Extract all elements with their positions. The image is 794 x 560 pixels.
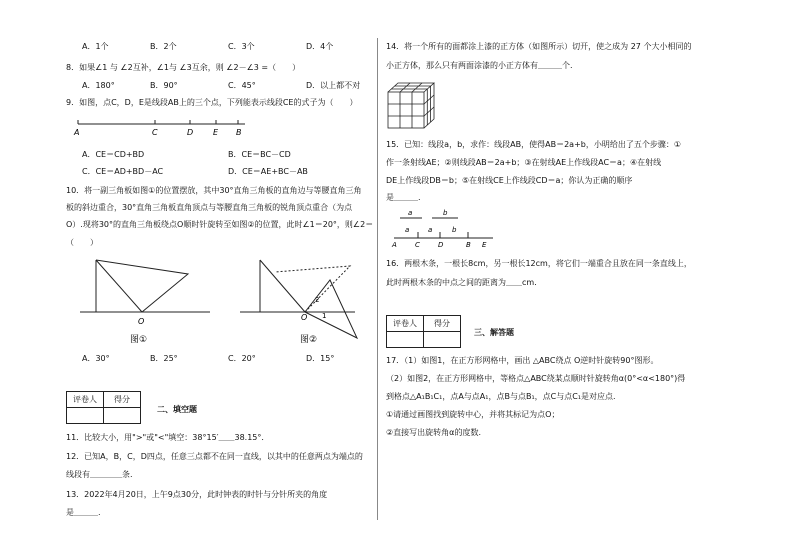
- q10-option-c: C．20°: [228, 354, 256, 363]
- score-table-right: [386, 315, 461, 348]
- q7-option-c: C．3个: [228, 42, 255, 51]
- q10-figure-1: [70, 252, 220, 347]
- q7-option-a: A．1个: [82, 42, 109, 51]
- section-2-title: 二、填空题: [157, 405, 197, 414]
- q9-stem: 9．如图，点C，D，E是线段AB上的三个点，下列能表示线段CE的式子为（ ）: [66, 98, 358, 107]
- score-table-cell: [104, 408, 141, 424]
- q9-point-c: C: [152, 128, 158, 137]
- score-table-cell: [387, 332, 424, 348]
- q16-line-1: 16．两根木条，一根长8cm，另一根长12cm，将它们一端重合且放在同一条直线上，: [386, 259, 692, 268]
- q15-point-b: B: [466, 241, 471, 249]
- q10-fig2-angle-1: 1: [322, 312, 327, 320]
- q9-option-b: B．CE＝BC－CD: [228, 150, 291, 159]
- q15-point-a: A: [392, 241, 397, 249]
- q15-line-3: DE上作线段DB＝b；⑤在射线CE上作线段CD＝a；你认为正确的顺序: [386, 176, 633, 185]
- q10-line-2: 板的斜边重合，30°直角三角板直角顶点与等腰直角三角板的锐角顶点重合（为点: [66, 203, 353, 212]
- q7-option-b: B．2个: [150, 42, 177, 51]
- q17-line-3: 到格点△A₁B₁C₁，点A与点A₁，点B与点B₁，点C与点C₁是对应点.: [386, 392, 616, 401]
- q15-point-d: D: [438, 241, 444, 249]
- score-table-header-score: 得分: [424, 316, 461, 332]
- score-table-header-grader: 评卷人: [67, 392, 104, 408]
- q10-option-d: D．15°: [306, 354, 335, 363]
- q8-option-b: B．90°: [150, 81, 178, 90]
- q10-fig2-angle-2: 2: [315, 296, 320, 304]
- q9-point-e: E: [213, 128, 219, 137]
- q10-figure-2: [235, 252, 375, 347]
- q7-option-d: D．4个: [306, 42, 334, 51]
- q8-stem: 8．如果∠1 与 ∠2互补，∠1与 ∠3互余，则 ∠2－∠3 =（ ）: [66, 63, 301, 72]
- q15-line-1: 15．已知：线段a，b，求作：线段AB，使得AB＝2a+b，小明给出了五个步骤：①: [386, 140, 682, 149]
- q10-line-4: （ ）: [66, 238, 98, 247]
- q16-line-2: 此时两根木条的中点之间的距离为＿＿cm．: [386, 278, 543, 287]
- q10-line-1: 10．将一副三角板如图①的位置摆放，其中30°直角三角板的直角边与等腰直角三角: [66, 186, 362, 195]
- q9-point-d: D: [187, 128, 194, 137]
- q17-line-1: 17．（1）如图1，在正方形网格中，画出 △ABC绕点 O逆时针旋转90°图形。: [386, 356, 659, 365]
- q15-label-a3: a: [428, 226, 433, 234]
- q15-construction-figure: [388, 207, 503, 249]
- q9-option-c: C．CE＝AD+BD－AC: [82, 167, 164, 176]
- q8-option-c: C．45°: [228, 81, 256, 90]
- q10-option-a: A．30°: [82, 354, 110, 363]
- q8-option-d: D．以上都不对: [306, 81, 361, 90]
- q9-point-a: A: [74, 128, 80, 137]
- q9-option-a: A．CE＝CD+BD: [82, 150, 145, 159]
- score-table-header-score: 得分: [104, 392, 141, 408]
- q15-line-4: 是＿＿＿.: [386, 193, 421, 202]
- q12-line-2: 线段有＿＿＿＿条.: [66, 470, 133, 479]
- q12-line-1: 12．已知A，B，C，D四点，任意三点都不在同一直线，以其中的任意两点为端点的: [66, 452, 363, 461]
- q15-label-a: a: [408, 209, 413, 217]
- q15-point-c: C: [415, 241, 420, 249]
- q11: 11．比较大小，用">"或"<"填空：38°15′＿＿38.15°．: [66, 433, 270, 442]
- q10-option-b: B．25°: [150, 354, 178, 363]
- q15-label-b2: b: [452, 226, 457, 234]
- q17-line-2: （2）如图2，在正方形网格中，等格点△ABC绕某点顺时针旋转角α(0°<α<180°)得: [386, 374, 686, 383]
- q10-line-3: O）.现将30°的直角三角板绕点O顺时针旋转至如图②的位置，此时∠1＝20°，则∠2＝: [66, 220, 374, 229]
- score-table-left: [66, 391, 141, 424]
- q15-label-a2: a: [405, 226, 410, 234]
- q15-line-2: 作一条射线AE；②则线段AB＝2a+b；③在射线AE上作线段AC＝a；④在射线: [386, 158, 662, 167]
- column-divider: [377, 38, 378, 520]
- q10-fig1-o: O: [138, 317, 145, 326]
- section-3-title: 三、解答题: [474, 328, 514, 337]
- score-table-cell: [424, 332, 461, 348]
- q14-line-2: 小正方体，那么只有两面涂漆的小正方体有＿＿＿个.: [386, 61, 573, 70]
- q13-line-1: 13．2022年4月20日，上午9点30分，此时钟表的时针与分针所夹的角度: [66, 490, 328, 499]
- q9-point-b: B: [236, 128, 242, 137]
- q15-point-e: E: [482, 241, 487, 249]
- q10-fig2-caption: 图②: [300, 335, 318, 345]
- q15-label-b: b: [443, 209, 448, 217]
- q14-line-1: 14．将一个所有的面都涂上漆的正方体（如图所示）切开，使之成为 27 个大小相同的: [386, 42, 692, 51]
- q9-option-d: D．CE＝AE+BC－AB: [228, 167, 308, 176]
- q10-fig2-o: O: [301, 313, 308, 322]
- q10-fig1-caption: 图①: [130, 335, 148, 345]
- score-table-cell: [67, 408, 104, 424]
- q17-line-4: ①请通过画图找到旋转中心，并将其标记为点O；: [386, 410, 560, 419]
- q13-line-2: 是＿＿＿.: [66, 508, 101, 517]
- q8-option-a: A．180°: [82, 81, 115, 90]
- score-table-header-grader: 评卷人: [387, 316, 424, 332]
- q14-cube-figure: [386, 80, 446, 132]
- q9-segment-figure: [70, 118, 260, 138]
- q17-line-5: ②直接写出旋转角α的度数.: [386, 428, 481, 437]
